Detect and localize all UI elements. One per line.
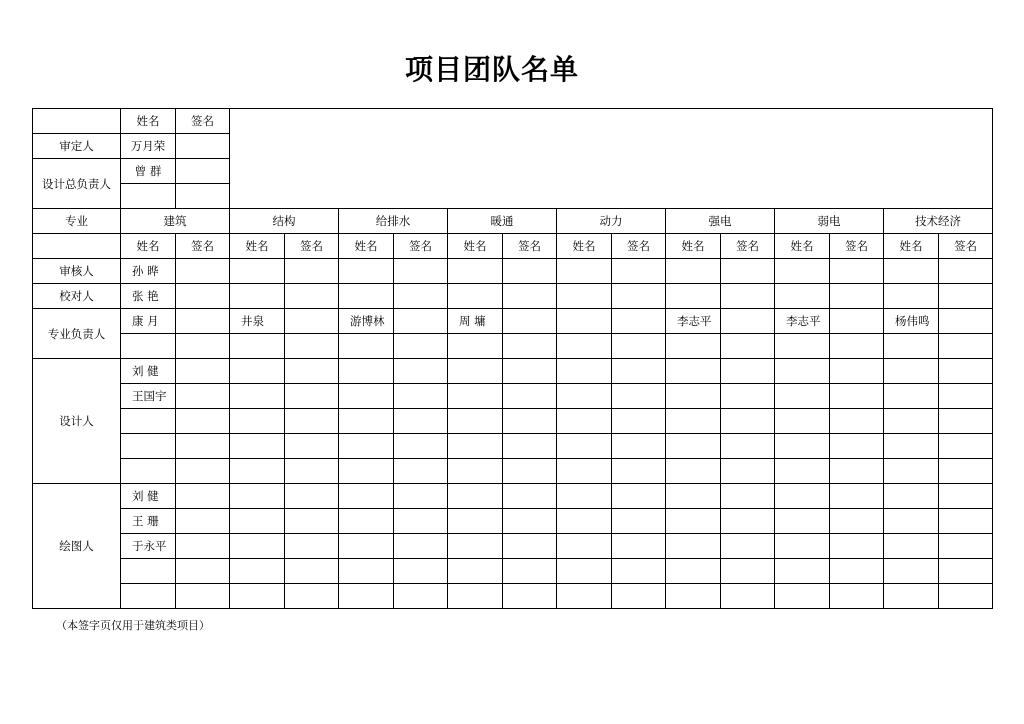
person-name-cell[interactable] — [230, 484, 285, 509]
table-row — [33, 534, 993, 559]
sign-header: 签名 — [394, 234, 448, 259]
signature-cell[interactable] — [285, 259, 339, 284]
person-name-cell[interactable] — [775, 384, 830, 409]
person-name-cell[interactable]: 游博林 — [339, 309, 394, 334]
person-name-cell[interactable]: 周 墉 — [448, 309, 503, 334]
person-name-cell[interactable] — [884, 559, 939, 584]
sign-header: 签名 — [830, 234, 884, 259]
signature-cell[interactable] — [285, 334, 339, 359]
signature-cell[interactable] — [612, 259, 666, 284]
person-name-cell[interactable] — [230, 259, 285, 284]
person-name-cell[interactable]: 康 月 — [121, 309, 176, 334]
signature-cell[interactable] — [503, 434, 557, 459]
signature-cell[interactable] — [612, 284, 666, 309]
signature-cell[interactable] — [939, 559, 993, 584]
person-name-cell[interactable] — [448, 509, 503, 534]
person-name-cell[interactable] — [775, 284, 830, 309]
sign-header: 签名 — [503, 234, 557, 259]
person-name-cell[interactable] — [121, 409, 176, 434]
table-row — [33, 259, 993, 284]
signature-cell[interactable] — [394, 309, 448, 334]
person-name-cell[interactable] — [557, 384, 612, 409]
signature-cell[interactable] — [939, 459, 993, 484]
table-row — [33, 384, 993, 409]
person-name-cell[interactable] — [448, 584, 503, 609]
person-name-cell[interactable] — [557, 459, 612, 484]
person-name-cell[interactable] — [448, 409, 503, 434]
person-name-cell[interactable] — [339, 484, 394, 509]
person-name-cell[interactable]: 杨伟鸣 — [884, 309, 939, 334]
chief-designer-name-extra[interactable] — [121, 184, 176, 209]
signature-cell[interactable] — [394, 484, 448, 509]
person-name-cell[interactable] — [339, 534, 394, 559]
table-row — [33, 409, 993, 434]
signature-cell[interactable] — [612, 409, 666, 434]
page-title: 项目团队名单 — [404, 53, 579, 86]
signature-cell[interactable] — [285, 409, 339, 434]
table-row — [33, 284, 993, 309]
signature-cell[interactable] — [394, 559, 448, 584]
signature-cell[interactable] — [612, 384, 666, 409]
person-name-cell[interactable] — [666, 484, 721, 509]
person-name-cell[interactable] — [230, 384, 285, 409]
person-name-cell[interactable] — [775, 534, 830, 559]
role-label-designer: 设计人 — [33, 359, 121, 484]
name-header: 姓名 — [775, 234, 830, 259]
signature-cell[interactable] — [612, 559, 666, 584]
role-label-specialty-lead: 专业负责人 — [33, 309, 121, 359]
signature-cell[interactable] — [285, 434, 339, 459]
signature-cell[interactable] — [939, 359, 993, 384]
person-name-cell[interactable] — [230, 534, 285, 559]
person-name-cell[interactable] — [448, 534, 503, 559]
signature-cell[interactable] — [503, 259, 557, 284]
person-name-cell[interactable]: 李志平 — [666, 309, 721, 334]
signature-cell[interactable] — [939, 259, 993, 284]
name-header: 姓名 — [121, 234, 176, 259]
person-name-cell[interactable] — [339, 409, 394, 434]
signature-cell[interactable] — [721, 284, 775, 309]
specialty-label: 专业 — [33, 209, 121, 234]
signature-cell[interactable] — [830, 584, 884, 609]
person-name-cell[interactable] — [448, 384, 503, 409]
person-name-cell[interactable] — [448, 484, 503, 509]
person-name-cell[interactable] — [666, 334, 721, 359]
signature-cell[interactable] — [721, 359, 775, 384]
person-name-cell[interactable] — [666, 259, 721, 284]
signature-cell[interactable] — [176, 409, 230, 434]
signature-cell[interactable] — [721, 384, 775, 409]
signature-cell[interactable] — [721, 309, 775, 334]
signature-cell[interactable] — [721, 534, 775, 559]
signature-cell[interactable] — [830, 559, 884, 584]
person-name-cell[interactable] — [339, 284, 394, 309]
signature-cell[interactable] — [830, 484, 884, 509]
signature-cell[interactable] — [939, 534, 993, 559]
person-name-cell[interactable] — [557, 509, 612, 534]
signature-cell[interactable] — [830, 509, 884, 534]
signature-cell[interactable] — [830, 459, 884, 484]
signature-cell[interactable] — [721, 584, 775, 609]
signature-cell[interactable] — [176, 334, 230, 359]
person-name-cell[interactable] — [884, 484, 939, 509]
signature-cell[interactable] — [503, 409, 557, 434]
signature-cell[interactable] — [830, 409, 884, 434]
signature-cell[interactable] — [285, 484, 339, 509]
person-name-cell[interactable] — [775, 509, 830, 534]
chief-designer-signature-cell[interactable] — [176, 159, 230, 184]
table-row — [33, 559, 993, 584]
person-name-cell[interactable] — [339, 509, 394, 534]
person-name-cell[interactable] — [666, 559, 721, 584]
signature-cell[interactable] — [176, 434, 230, 459]
signature-cell[interactable] — [939, 334, 993, 359]
person-name-cell[interactable] — [557, 534, 612, 559]
signature-cell[interactable] — [939, 584, 993, 609]
signature-cell[interactable] — [721, 334, 775, 359]
signature-cell[interactable] — [830, 434, 884, 459]
signature-cell[interactable] — [285, 584, 339, 609]
person-name-cell[interactable] — [884, 409, 939, 434]
person-name-cell[interactable] — [557, 309, 612, 334]
person-name-cell[interactable] — [230, 284, 285, 309]
person-name-cell[interactable]: 刘 健 — [121, 359, 176, 384]
discipline-header: 强电 — [666, 209, 775, 234]
signature-cell[interactable] — [830, 534, 884, 559]
name-header: 姓名 — [121, 109, 176, 134]
person-name-cell[interactable] — [557, 409, 612, 434]
person-name-cell[interactable] — [230, 509, 285, 534]
person-name-cell[interactable] — [884, 359, 939, 384]
person-name-cell[interactable] — [884, 534, 939, 559]
person-name-cell[interactable] — [884, 259, 939, 284]
approval-blank-area — [230, 109, 993, 209]
signature-cell[interactable] — [830, 259, 884, 284]
person-name-cell[interactable] — [339, 259, 394, 284]
subheader-corner-cell — [33, 234, 121, 259]
signature-cell[interactable] — [176, 309, 230, 334]
person-name-cell[interactable] — [775, 259, 830, 284]
signature-cell[interactable] — [721, 559, 775, 584]
signature-cell[interactable] — [939, 484, 993, 509]
table-row — [33, 484, 993, 509]
signature-cell[interactable] — [503, 509, 557, 534]
person-name-cell[interactable]: 于永平 — [121, 534, 176, 559]
person-name-cell[interactable] — [666, 284, 721, 309]
discipline-header: 弱电 — [775, 209, 884, 234]
signature-cell[interactable] — [939, 509, 993, 534]
signature-cell[interactable] — [285, 459, 339, 484]
role-label-checker: 校对人 — [33, 284, 121, 309]
person-name-cell[interactable] — [339, 584, 394, 609]
role-label-drafter: 绘图人 — [33, 484, 121, 609]
discipline-header: 给排水 — [339, 209, 448, 234]
signature-cell[interactable] — [612, 509, 666, 534]
person-name-cell[interactable] — [666, 384, 721, 409]
discipline-header: 建筑 — [121, 209, 230, 234]
person-name-cell[interactable] — [775, 584, 830, 609]
signature-cell[interactable] — [939, 309, 993, 334]
person-name-cell[interactable]: 刘 健 — [121, 484, 176, 509]
person-name-cell[interactable] — [121, 559, 176, 584]
signature-cell[interactable] — [830, 359, 884, 384]
table-row — [33, 509, 993, 534]
person-name-cell[interactable] — [448, 434, 503, 459]
signature-cell[interactable] — [394, 584, 448, 609]
person-name-cell[interactable] — [448, 559, 503, 584]
table-row — [33, 584, 993, 609]
chief-designer-signature-extra[interactable] — [176, 184, 230, 209]
signature-cell[interactable] — [939, 384, 993, 409]
signature-cell[interactable] — [503, 284, 557, 309]
signature-cell[interactable] — [176, 259, 230, 284]
person-name-cell[interactable] — [775, 559, 830, 584]
signature-cell[interactable] — [830, 284, 884, 309]
signature-cell[interactable] — [285, 309, 339, 334]
signature-cell[interactable] — [394, 534, 448, 559]
approver-signature-cell[interactable] — [176, 134, 230, 159]
discipline-header: 暖通 — [448, 209, 557, 234]
sign-header: 签名 — [176, 234, 230, 259]
signature-cell[interactable] — [176, 384, 230, 409]
signature-cell[interactable] — [830, 334, 884, 359]
person-name-cell[interactable] — [666, 459, 721, 484]
signature-cell[interactable] — [394, 359, 448, 384]
signature-cell[interactable] — [721, 409, 775, 434]
person-name-cell[interactable] — [230, 434, 285, 459]
person-name-cell[interactable] — [448, 334, 503, 359]
person-name-cell[interactable] — [557, 584, 612, 609]
signature-cell[interactable] — [176, 584, 230, 609]
signature-cell[interactable] — [394, 284, 448, 309]
chief-designer-name: 曾 群 — [121, 159, 176, 184]
person-name-cell[interactable] — [775, 334, 830, 359]
approver-label: 审定人 — [33, 134, 121, 159]
name-header: 姓名 — [884, 234, 939, 259]
person-name-cell[interactable] — [666, 409, 721, 434]
signature-cell[interactable] — [721, 509, 775, 534]
signature-cell[interactable] — [939, 434, 993, 459]
signature-cell[interactable] — [285, 384, 339, 409]
signature-cell[interactable] — [939, 409, 993, 434]
signature-cell[interactable] — [285, 509, 339, 534]
person-name-cell[interactable] — [775, 359, 830, 384]
signature-cell[interactable] — [612, 359, 666, 384]
person-name-cell[interactable] — [666, 584, 721, 609]
person-name-cell[interactable] — [775, 434, 830, 459]
table-row — [33, 459, 993, 484]
team-roster-table — [32, 108, 993, 609]
person-name-cell[interactable] — [557, 284, 612, 309]
signature-cell[interactable] — [721, 484, 775, 509]
signature-cell[interactable] — [612, 534, 666, 559]
person-name-cell[interactable] — [121, 334, 176, 359]
signature-cell[interactable] — [176, 534, 230, 559]
signature-cell[interactable] — [176, 459, 230, 484]
person-name-cell[interactable] — [666, 359, 721, 384]
name-header: 姓名 — [339, 234, 394, 259]
signature-cell[interactable] — [830, 384, 884, 409]
person-name-cell[interactable] — [666, 534, 721, 559]
signature-cell[interactable] — [285, 559, 339, 584]
person-name-cell[interactable] — [121, 459, 176, 484]
person-name-cell[interactable] — [339, 384, 394, 409]
person-name-cell[interactable] — [666, 434, 721, 459]
person-name-cell[interactable] — [230, 409, 285, 434]
person-name-cell[interactable]: 张 艳 — [121, 284, 176, 309]
signature-cell[interactable] — [612, 584, 666, 609]
signature-cell[interactable] — [176, 509, 230, 534]
person-name-cell[interactable] — [884, 334, 939, 359]
signature-cell[interactable] — [721, 434, 775, 459]
signature-cell[interactable] — [612, 334, 666, 359]
signature-cell[interactable] — [503, 484, 557, 509]
table-row — [33, 209, 993, 234]
person-name-cell[interactable] — [230, 359, 285, 384]
sign-header: 签名 — [176, 109, 230, 134]
person-name-cell[interactable] — [884, 509, 939, 534]
signature-cell[interactable] — [285, 359, 339, 384]
name-header: 姓名 — [230, 234, 285, 259]
signature-cell[interactable] — [612, 459, 666, 484]
signature-cell[interactable] — [830, 309, 884, 334]
table-row — [33, 334, 993, 359]
signature-cell[interactable] — [939, 284, 993, 309]
signature-cell[interactable] — [394, 334, 448, 359]
discipline-header: 结构 — [230, 209, 339, 234]
signature-cell[interactable] — [394, 509, 448, 534]
person-name-cell[interactable]: 李志平 — [775, 309, 830, 334]
approver-name: 万月荣 — [121, 134, 176, 159]
sign-header: 签名 — [285, 234, 339, 259]
person-name-cell[interactable] — [121, 434, 176, 459]
signature-cell[interactable] — [503, 359, 557, 384]
sign-header: 签名 — [721, 234, 775, 259]
person-name-cell[interactable] — [339, 359, 394, 384]
signature-cell[interactable] — [612, 484, 666, 509]
person-name-cell[interactable]: 井泉 — [230, 309, 285, 334]
signature-cell[interactable] — [394, 434, 448, 459]
signature-cell[interactable] — [503, 559, 557, 584]
signature-cell[interactable] — [612, 434, 666, 459]
signature-cell[interactable] — [721, 259, 775, 284]
person-name-cell[interactable]: 孙 晔 — [121, 259, 176, 284]
signature-cell[interactable] — [503, 309, 557, 334]
signature-cell[interactable] — [503, 334, 557, 359]
person-name-cell[interactable] — [339, 334, 394, 359]
person-name-cell[interactable] — [448, 284, 503, 309]
approval-corner-cell — [33, 109, 121, 134]
discipline-header: 动力 — [557, 209, 666, 234]
person-name-cell[interactable]: 王国宇 — [121, 384, 176, 409]
name-header: 姓名 — [666, 234, 721, 259]
signature-cell[interactable] — [503, 384, 557, 409]
person-name-cell[interactable] — [557, 259, 612, 284]
person-name-cell[interactable]: 王 珊 — [121, 509, 176, 534]
signature-cell[interactable] — [503, 459, 557, 484]
signature-cell[interactable] — [176, 484, 230, 509]
person-name-cell[interactable] — [339, 434, 394, 459]
person-name-cell[interactable] — [775, 409, 830, 434]
signature-cell[interactable] — [612, 309, 666, 334]
person-name-cell[interactable] — [230, 559, 285, 584]
sign-header: 签名 — [939, 234, 993, 259]
table-row — [33, 434, 993, 459]
person-name-cell[interactable] — [884, 584, 939, 609]
signature-cell[interactable] — [176, 284, 230, 309]
signature-cell[interactable] — [503, 584, 557, 609]
person-name-cell[interactable] — [557, 359, 612, 384]
signature-cell[interactable] — [394, 259, 448, 284]
person-name-cell[interactable] — [666, 509, 721, 534]
person-name-cell[interactable] — [557, 484, 612, 509]
signature-cell[interactable] — [394, 459, 448, 484]
signature-cell[interactable] — [394, 384, 448, 409]
person-name-cell[interactable] — [775, 459, 830, 484]
role-label-reviewer: 审核人 — [33, 259, 121, 284]
person-name-cell[interactable] — [121, 584, 176, 609]
person-name-cell[interactable] — [884, 384, 939, 409]
signature-cell[interactable] — [285, 534, 339, 559]
person-name-cell[interactable] — [339, 559, 394, 584]
signature-cell[interactable] — [176, 559, 230, 584]
footnote: （本签字页仅用于建筑类项目） — [56, 619, 210, 632]
signature-cell[interactable] — [503, 534, 557, 559]
name-header: 姓名 — [557, 234, 612, 259]
discipline-header: 技术经济 — [884, 209, 993, 234]
name-header: 姓名 — [448, 234, 503, 259]
signature-cell[interactable] — [394, 409, 448, 434]
table-row — [33, 234, 993, 259]
person-name-cell[interactable] — [884, 459, 939, 484]
person-name-cell[interactable] — [557, 559, 612, 584]
person-name-cell[interactable] — [230, 584, 285, 609]
person-name-cell[interactable] — [339, 459, 394, 484]
person-name-cell[interactable] — [230, 334, 285, 359]
sign-header: 签名 — [612, 234, 666, 259]
person-name-cell[interactable] — [884, 284, 939, 309]
table-row — [33, 359, 993, 384]
chief-designer-label: 设计总负责人 — [33, 159, 121, 209]
person-name-cell[interactable] — [448, 459, 503, 484]
table-row — [33, 309, 993, 334]
person-name-cell[interactable] — [557, 334, 612, 359]
person-name-cell[interactable] — [884, 434, 939, 459]
person-name-cell[interactable] — [775, 484, 830, 509]
signature-cell[interactable] — [721, 459, 775, 484]
signature-cell[interactable] — [285, 284, 339, 309]
signature-cell[interactable] — [176, 359, 230, 384]
person-name-cell[interactable] — [448, 359, 503, 384]
person-name-cell[interactable] — [448, 259, 503, 284]
person-name-cell[interactable] — [557, 434, 612, 459]
person-name-cell[interactable] — [230, 459, 285, 484]
table-row — [33, 109, 993, 134]
